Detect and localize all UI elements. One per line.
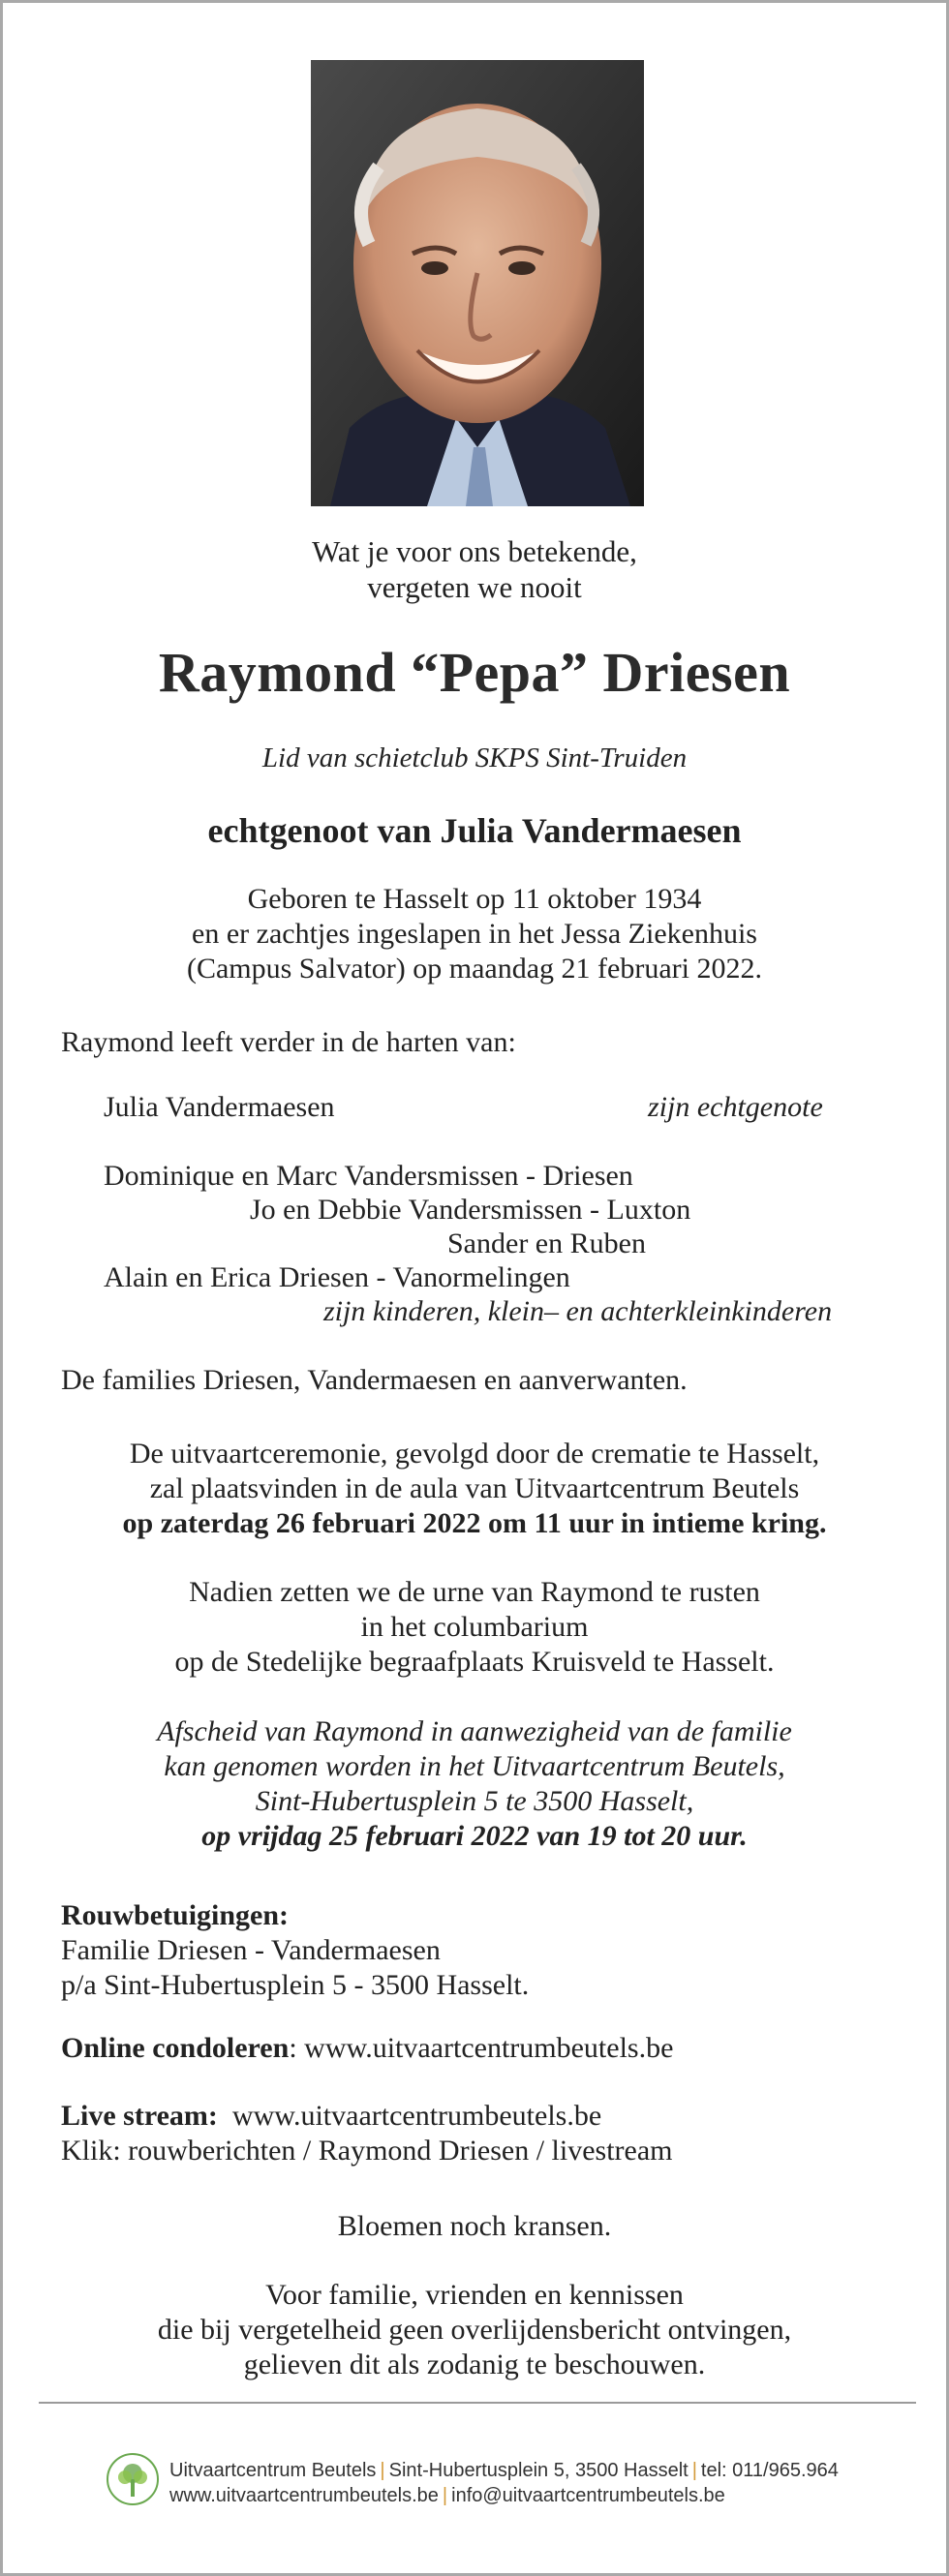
footer (169, 2458, 839, 2508)
mourning-label: Rouwbetuigingen: (61, 1899, 290, 1931)
birth-line: Geboren te Hasselt op 11 oktober 1934 (247, 883, 702, 915)
spouse-name: Julia Vandermaesen (104, 1091, 335, 1123)
livestream-info (61, 2099, 673, 2168)
children-relation: zijn kinderen, klein– en achterkleinkinderen (323, 1295, 833, 1327)
urn-line: op de Stedelijke begraafplaats Kruisveld te Hasselt. (174, 1646, 775, 1678)
online-url[interactable]: : www.uitvaartcentrumbeutels.be (289, 2032, 674, 2064)
footer-separator: | (380, 2460, 385, 2481)
ceremony-date: op zaterdag 26 februari 2022 om 11 uur in intieme kring. (122, 1507, 827, 1539)
portrait-illustration (311, 60, 644, 506)
livestream-label: Live stream: (61, 2100, 218, 2132)
footer-website[interactable]: www.uitvaartcentrumbeutels.be (169, 2485, 439, 2506)
deceased-name: Raymond “Pepa” Driesen (158, 641, 791, 704)
portrait-photo (311, 60, 644, 506)
farewell-line: Afscheid van Raymond in aanwezigheid van de familie (157, 1715, 792, 1747)
livestream-path: Klik: rouwberichten / Raymond Driesen / livestream (61, 2135, 673, 2167)
spouse-line: echtgenoot van Julia Vandermaesen (207, 811, 742, 850)
notice-line: Voor familie, vrienden en kennissen (265, 2279, 684, 2311)
footer-separator: | (691, 2460, 697, 2481)
footer-email[interactable]: info@uitvaartcentrumbeutels.be (451, 2485, 725, 2506)
birth-death-info (3, 882, 946, 986)
urn-line: in het columbarium (360, 1611, 589, 1643)
livestream-url[interactable]: www.uitvaartcentrumbeutels.be (231, 2100, 602, 2132)
farewell-line: Sint-Hubertusplein 5 te 3500 Hasselt, (255, 1785, 694, 1817)
family-member: Sander en Ruben (447, 1227, 646, 1259)
mourning-line: Familie Driesen - Vandermaesen (61, 1934, 441, 1966)
lives-on-heading: Raymond leeft verder in de harten van: (61, 1026, 516, 1058)
online-label: Online condoleren (61, 2032, 290, 2064)
divider (39, 2402, 916, 2404)
mourning-info (61, 1898, 529, 2003)
farewell-line: kan genomen worden in het Uitvaartcentrum Beutels, (164, 1750, 785, 1782)
families-line: De families Driesen, Vandermaesen en aanverwanten. (61, 1364, 688, 1396)
footer-address: Sint-Hubertusplein 5, 3500 Hasselt (388, 2460, 689, 2481)
farewell-info (3, 1714, 946, 1854)
birth-line: en er zachtjes ingeslapen in het Jessa Ziekenhuis (192, 918, 757, 950)
notice (3, 2278, 946, 2382)
family-member: Jo en Debbie Vandersmissen - Luxton (250, 1194, 691, 1226)
family-member: Alain en Erica Driesen - Vanormelingen (104, 1261, 570, 1293)
urn-line: Nadien zetten we de urne van Raymond te rusten (189, 1576, 760, 1608)
ceremony-info (3, 1437, 946, 1541)
motto-line: vergeten we nooit (367, 570, 582, 604)
ceremony-line: De uitvaartceremonie, gevolgd door de crematie te Hasselt, (129, 1438, 820, 1470)
family-member: Dominique en Marc Vandersmissen - Driesen (104, 1160, 633, 1192)
footer-company: Uitvaartcentrum Beutels (169, 2460, 377, 2481)
birth-line: (Campus Salvator) op maandag 21 februari 2022. (186, 953, 762, 985)
online-condolences (61, 2031, 673, 2066)
flowers-notice: Bloemen noch kransen. (337, 2210, 612, 2242)
ceremony-line: zal plaatsvinden in de aula van Uitvaartcentrum Beutels (149, 1472, 800, 1504)
motto (3, 533, 946, 605)
urn-info (3, 1575, 946, 1680)
tree-logo-icon (106, 2452, 160, 2506)
spouse-relation: zijn echtgenote (648, 1091, 823, 1123)
notice-line: gelieven dit als zodanig te beschouwen. (243, 2349, 706, 2380)
mourning-line: p/a Sint-Hubertusplein 5 - 3500 Hasselt. (61, 1969, 530, 2001)
farewell-date: op vrijdag 25 februari 2022 van 19 tot 20 uur. (201, 1820, 748, 1852)
notice-line: die bij vergetelheid geen overlijdensbericht ontvingen, (157, 2314, 792, 2346)
club-membership: Lid van schietclub SKPS Sint-Truiden (261, 742, 688, 773)
motto-line: Wat je voor ons betekende, (312, 534, 637, 568)
footer-phone: tel: 011/965.964 (700, 2460, 839, 2481)
footer-separator: | (442, 2485, 448, 2506)
